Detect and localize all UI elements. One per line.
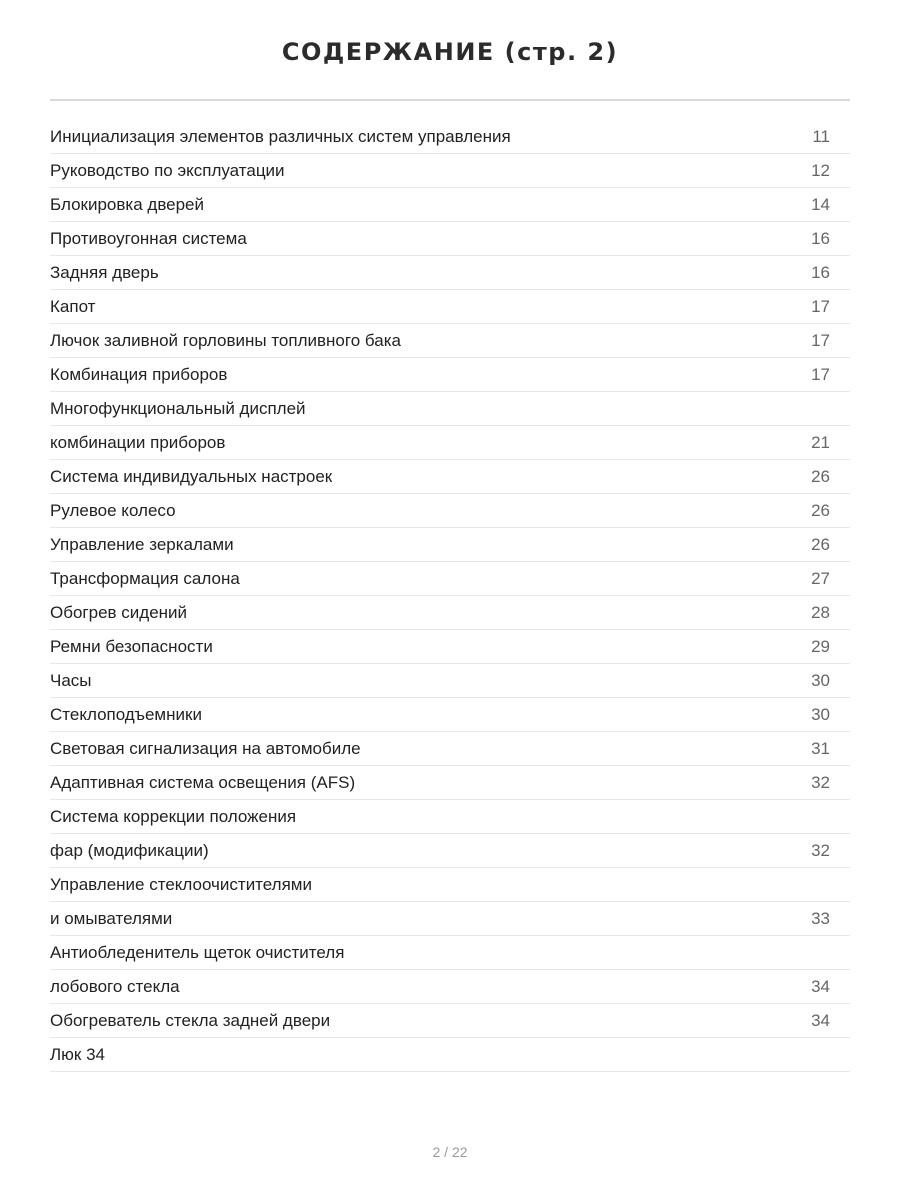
toc-entry-title: лобового стекла [50, 976, 180, 996]
page-indicator: 2 / 22 [432, 1144, 468, 1160]
toc-entry[interactable] [50, 392, 850, 426]
toc-entry-title: Управление стеклоочистителями [50, 874, 312, 894]
toc-entry-page-number: 17 [811, 330, 830, 350]
toc-entry[interactable] [50, 188, 850, 222]
toc-entry[interactable] [50, 290, 850, 324]
toc-entry-title: Задняя дверь [50, 262, 159, 282]
toc-entry-title: Инициализация элементов различных систем управления [50, 126, 511, 146]
toc-entry[interactable] [50, 596, 850, 630]
toc-entry-title: Капот [50, 296, 96, 316]
toc-entry-page-number: 31 [811, 738, 830, 758]
toc-entry[interactable] [50, 766, 850, 800]
toc-entry-page-number: 26 [811, 466, 830, 486]
toc-entry-title: Система коррекции положения [50, 806, 297, 826]
toc-entry[interactable] [50, 970, 850, 1004]
toc-entry-title: Трансформация салона [50, 568, 240, 588]
toc-entry[interactable] [50, 1004, 850, 1038]
toc-entry-title: Антиобледенитель щеток очистителя [50, 942, 345, 962]
toc-entry-title: Противоугонная система [50, 228, 247, 248]
toc-entry[interactable] [50, 732, 850, 766]
toc-entry[interactable] [50, 868, 850, 902]
toc-entry-title: Система индивидуальных настроек [50, 466, 333, 486]
toc-entry[interactable] [50, 324, 850, 358]
toc-entry[interactable] [50, 562, 850, 596]
toc-entry-page-number: 32 [811, 772, 830, 792]
toc-entry-title: Рулевое колесо [50, 500, 176, 520]
toc-entry-page-number: 33 [811, 908, 830, 928]
toc-entry-title: Многофункциональный дисплей [50, 398, 306, 418]
toc-entry[interactable] [50, 358, 850, 392]
toc-entry-page-number: 16 [811, 262, 830, 282]
toc-entry-title: и омывателями [50, 908, 173, 928]
toc-entry-title: Лючок заливной горловины топливного бака [50, 330, 401, 350]
toc-entry[interactable] [50, 834, 850, 868]
toc-entry-page-number: 12 [811, 160, 830, 180]
toc-entry-page-number: 16 [811, 228, 830, 248]
toc-entry[interactable] [50, 120, 850, 154]
toc-entry-page-number: 26 [811, 534, 830, 554]
toc-entry[interactable] [50, 426, 850, 460]
toc-entry-title: комбинации приборов [50, 432, 226, 452]
toc-entry-page-number: 30 [811, 670, 830, 690]
toc-entry[interactable] [50, 256, 850, 290]
toc-entry-page-number: 11 [812, 126, 830, 146]
toc-entry-title: Блокировка дверей [50, 194, 205, 214]
toc-entry-page-number: 34 [811, 1010, 830, 1030]
toc-entry-title: Руководство по эксплуатации [50, 160, 285, 180]
toc-entry-page-number: 21 [811, 432, 830, 452]
toc-entry-page-number: 32 [811, 840, 830, 860]
toc-entry-title: Управление зеркалами [50, 534, 234, 554]
toc-entry-title: Часы [50, 670, 92, 690]
toc-entry-page-number: 34 [811, 976, 830, 996]
toc-entry[interactable] [50, 222, 850, 256]
toc-entry-page-number: 17 [811, 364, 830, 384]
toc-entry-title: Световая сигнализация на автомобиле [50, 738, 361, 758]
toc-entry-title: Обогреватель стекла задней двери [50, 1010, 331, 1030]
toc-entry-page-number: 17 [811, 296, 830, 316]
toc-entry[interactable] [50, 630, 850, 664]
toc-entry[interactable] [50, 936, 850, 970]
toc-entry-page-number: 26 [811, 500, 830, 520]
table-of-contents [50, 120, 850, 1072]
toc-entry[interactable] [50, 902, 850, 936]
toc-entry[interactable] [50, 460, 850, 494]
toc-entry-page-number: 27 [811, 568, 830, 588]
toc-entry-page-number: 14 [811, 194, 830, 214]
toc-entry-page-number: 28 [811, 602, 830, 622]
toc-entry[interactable] [50, 1038, 850, 1072]
toc-entry[interactable] [50, 800, 850, 834]
toc-entry-title: фар (модификации) [50, 840, 209, 860]
toc-entry-title: Комбинация приборов [50, 364, 228, 384]
toc-entry-title: Стеклоподъемники [50, 704, 202, 724]
toc-entry-title: Ремни безопасности [50, 636, 213, 656]
toc-entry[interactable] [50, 664, 850, 698]
toc-entry[interactable] [50, 528, 850, 562]
toc-entry-page-number: 29 [811, 636, 830, 656]
title-divider [50, 99, 850, 101]
toc-entry[interactable] [50, 494, 850, 528]
toc-entry-title: Обогрев сидений [50, 602, 188, 622]
page-title: СОДЕРЖАНИЕ (стр. 2) [281, 38, 619, 66]
toc-entry[interactable] [50, 154, 850, 188]
toc-entry-title: Адаптивная система освещения (AFS) [50, 772, 356, 792]
toc-entry-title: Люк 34 [50, 1044, 105, 1064]
toc-entry[interactable] [50, 698, 850, 732]
toc-entry-page-number: 30 [811, 704, 830, 724]
